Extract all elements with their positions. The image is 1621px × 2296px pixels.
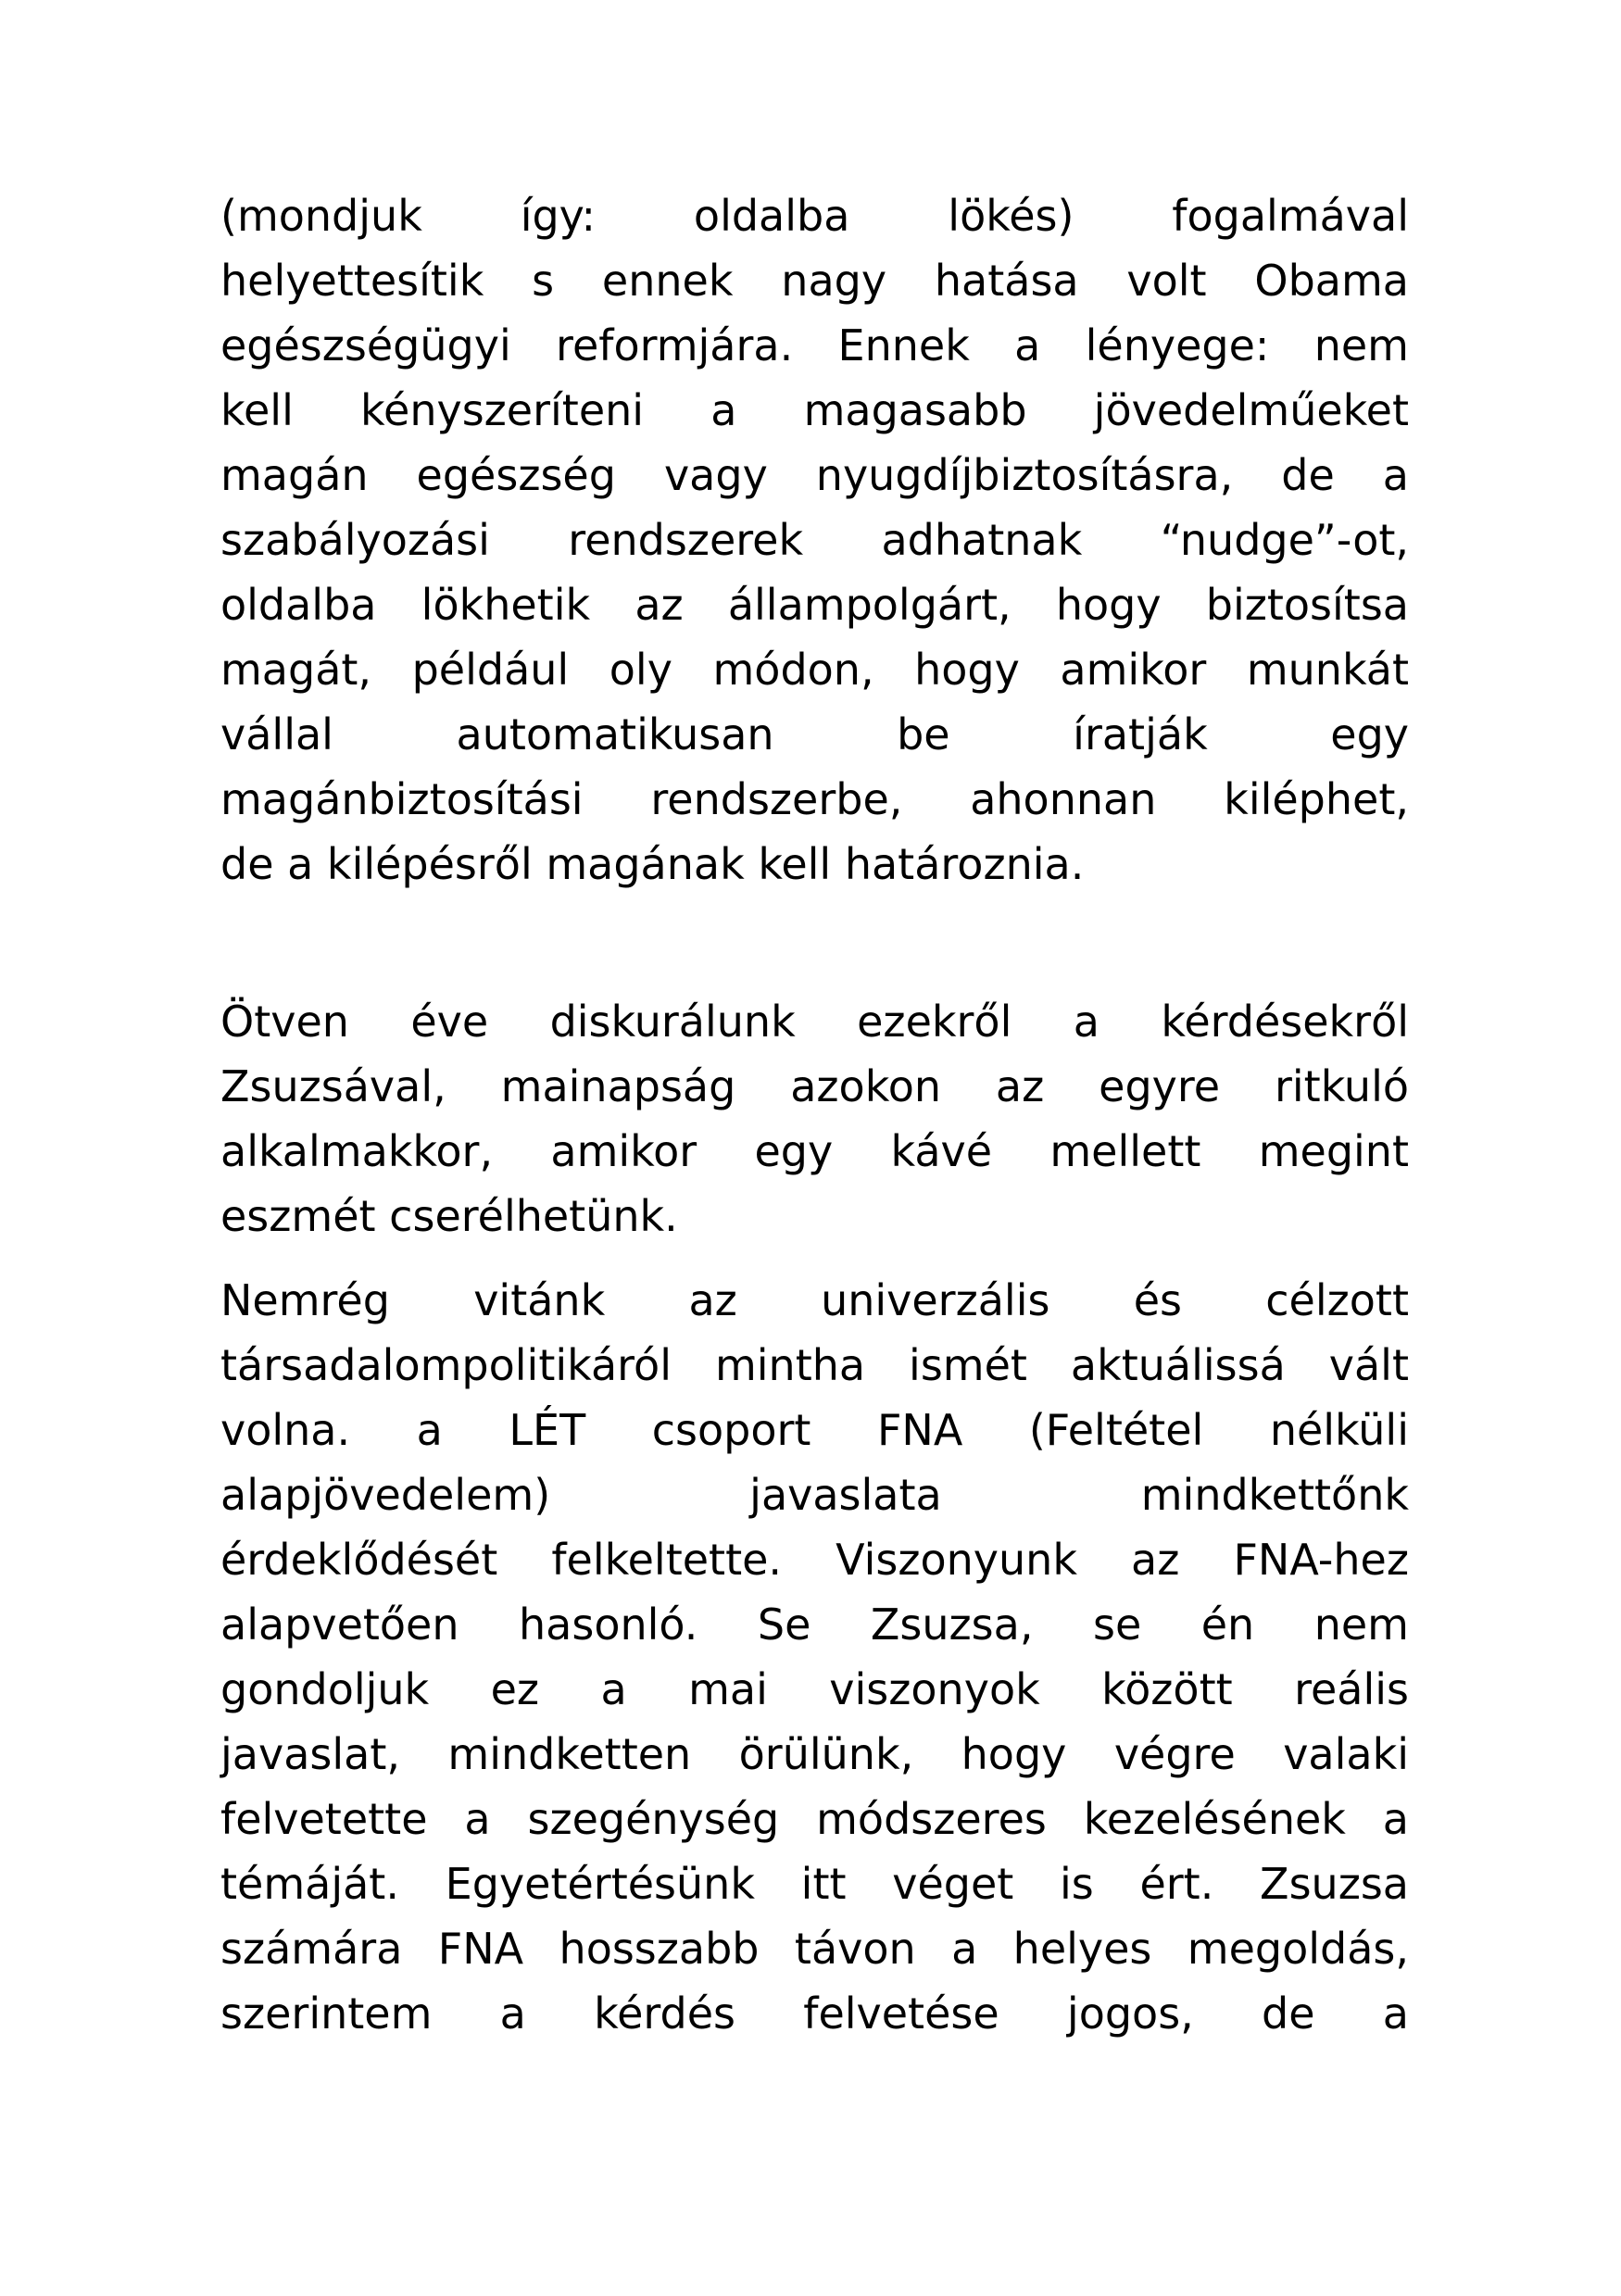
text-line: érdeklődését felkeltette. Viszonyunk az FNA-hez [220, 1535, 1409, 1585]
paragraph-spacer [220, 897, 1409, 989]
paragraph-basic-income [220, 1268, 1409, 2046]
paragraph-nudge [220, 183, 1409, 897]
text-line: számára FNA hosszabb távon a helyes megoldás, [220, 1924, 1409, 1974]
text-line: javaslat, mindketten örülünk, hogy végre valaki [220, 1729, 1409, 1779]
text-line: társadalompolitikáról mintha ismét aktuálissá vált [220, 1340, 1409, 1390]
text-line: egészségügyi reformjára. Ennek a lényege: nem [220, 320, 1409, 370]
text-line: Ötven éve diskurálunk ezekről a kérdésekről [220, 997, 1409, 1047]
body-text [220, 183, 1409, 2046]
text-line: Nemrég vitánk az univerzális és célzott [220, 1275, 1409, 1325]
text-line: felvetette a szegénység módszeres kezelésének a [220, 1794, 1409, 1844]
paragraph-spacer [220, 1248, 1409, 1268]
paragraph-discussion [220, 989, 1409, 1248]
text-line: de a kilépésről magának kell határoznia. [220, 839, 1085, 889]
text-line: magán egészség vagy nyugdíjbiztosításra, de a [220, 450, 1409, 500]
text-line: magánbiztosítási rendszerbe, ahonnan kiléphet, [220, 774, 1409, 824]
text-line: volna. a LÉT csoport FNA (Feltétel nélküli [220, 1405, 1409, 1455]
text-line: vállal automatikusan be íratják egy [220, 709, 1409, 759]
text-line: oldalba lökhetik az állampolgárt, hogy biztosítsa [220, 580, 1409, 630]
text-line: helyettesítik s ennek nagy hatása volt Obama [220, 256, 1409, 306]
text-line: alkalmakkor, amikor egy kávé mellett megint [220, 1126, 1409, 1176]
text-line: szabályozási rendszerek adhatnak “nudge”-ot, [220, 515, 1409, 565]
text-line: Zsuzsával, mainapság azokon az egyre ritkuló [220, 1061, 1409, 1111]
text-line: (mondjuk így: oldalba lökés) fogalmával [220, 191, 1409, 241]
text-line: szerintem a kérdés felvetése jogos, de a [220, 1989, 1409, 2039]
text-line: témáját. Egyetértésünk itt véget is ért. Zsuzsa [220, 1859, 1409, 1909]
text-line: eszmét cserélhetünk. [220, 1191, 678, 1241]
text-line: kell kényszeríteni a magasabb jövedelműeket [220, 385, 1409, 435]
text-line: magát, például oly módon, hogy amikor munkát [220, 645, 1409, 695]
text-line: alapvetően hasonló. Se Zsuzsa, se én nem [220, 1600, 1409, 1650]
text-line: alapjövedelem) javaslata mindkettőnk [220, 1470, 1409, 1520]
text-line: gondoljuk ez a mai viszonyok között reális [220, 1664, 1409, 1714]
